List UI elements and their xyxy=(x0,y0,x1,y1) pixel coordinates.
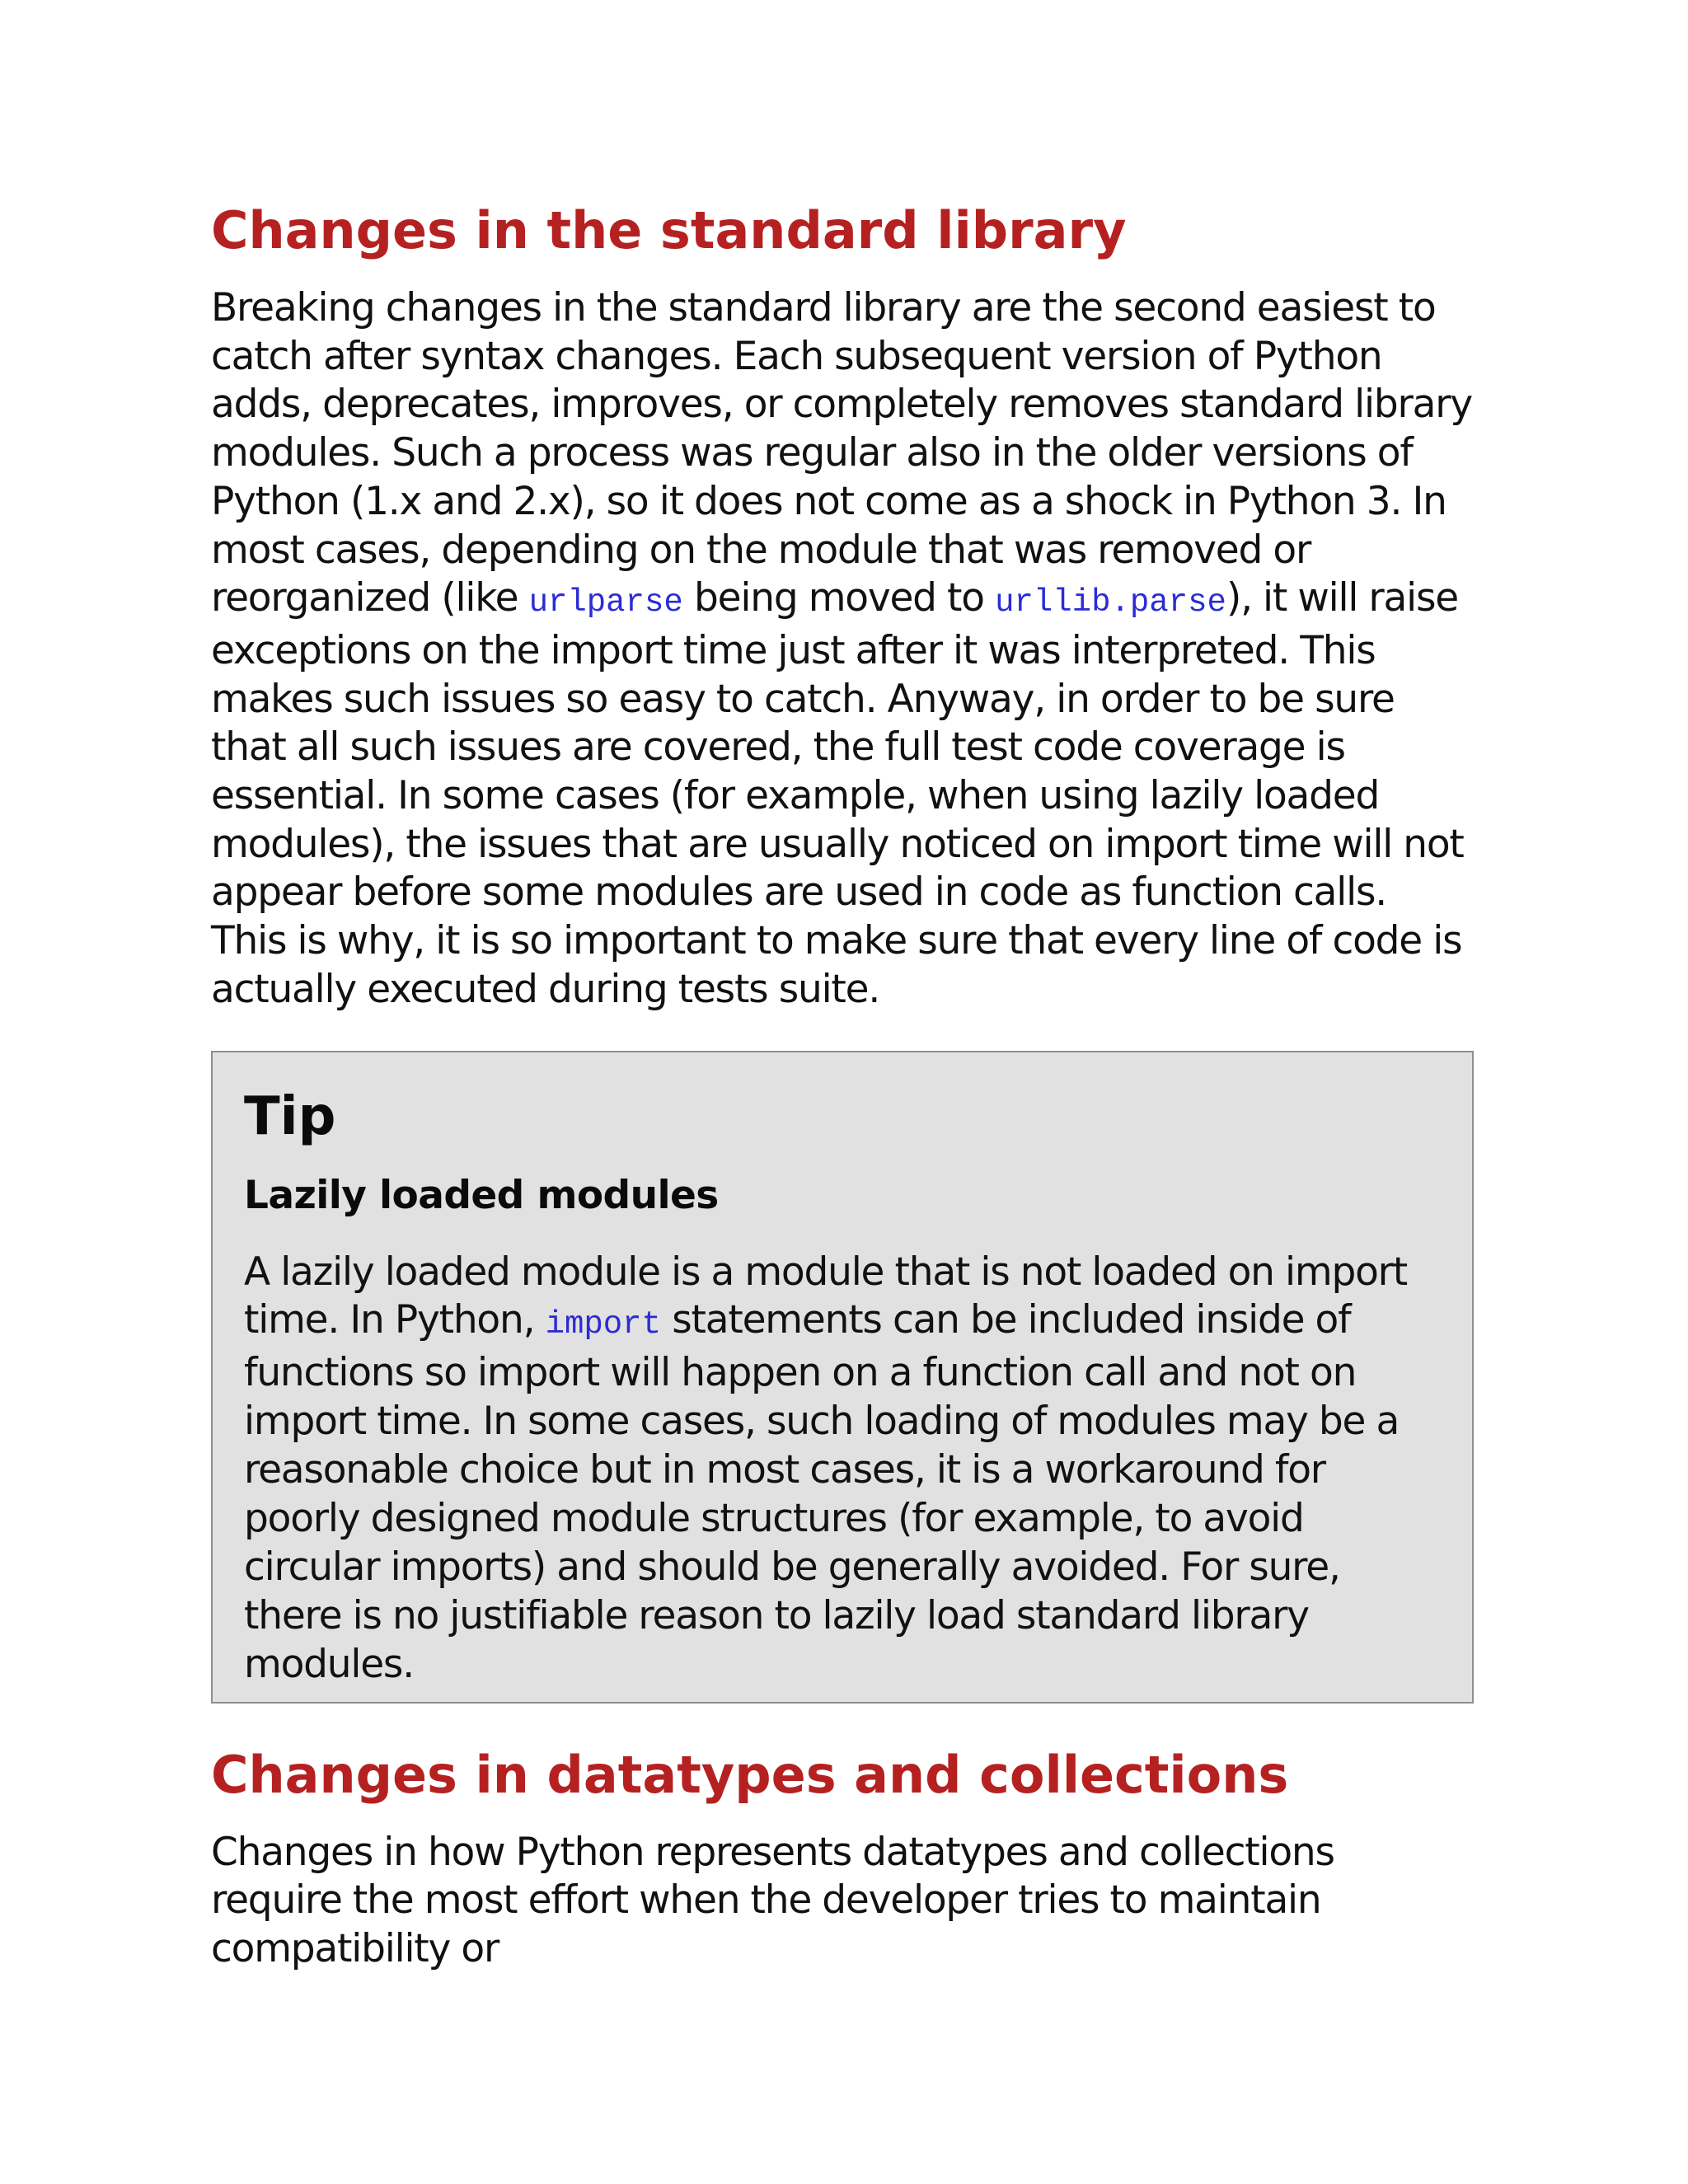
section-datatypes xyxy=(211,1738,1472,1974)
paragraph-standard-library xyxy=(211,284,1472,1015)
text-run: statements can be included inside of functions so import will happen on a function call and not on import time. In some cases, such loading of modules may be a reasonable choice but in most cases, it is a workaround for poorly designed module structures (for example, to avoid circular imports) and should be generally avoided. For sure, there is no justifiable reason to lazily load standard library modules. xyxy=(244,1297,1400,1687)
inline-code-urllib-parse: urllib.parse xyxy=(995,584,1226,621)
tip-paragraph xyxy=(244,1249,1442,1690)
inline-code-import: import xyxy=(545,1306,661,1343)
paragraph-datatypes: Changes in how Python represents datatypes and collections require the most effort when the developer tries to maintain compatibility or xyxy=(211,1829,1334,1971)
text-run: being moved to xyxy=(682,575,996,621)
tip-subtitle: Lazily loaded modules xyxy=(244,1172,719,1218)
page-content xyxy=(211,194,1472,1974)
text-run: ), it will raise exceptions on the import time just after it was interpreted. This makes such issues so easy to catch. Anyway, in order to be sure that all such issues are covered, the full test code coverage is essential. In some cases (for example, when using lazily loaded modules), the issues that are usually noticed on import time will not appear before some modules are used in code as function calls. This is why, it is so important to make sure that every line of code is actually executed during tests suite. xyxy=(211,575,1464,1012)
tip-box xyxy=(211,1051,1474,1704)
tip-title: Tip xyxy=(244,1085,336,1147)
text-run: A lazily loaded module is a module that is not loaded on import time. In Python, xyxy=(244,1249,1407,1343)
text-run: Breaking changes in the standard library are the second easiest to catch after syntax changes. Each subsequent version of Python adds, deprecates, improves, or completely removes standard library modules. Such a process was regular also in the older versions of Python (1.x and 2.x), so it does not come as a shock in Python 3. In most cases, depending on the module that was removed or reorganized (like xyxy=(211,285,1472,621)
section-title-standard-library: Changes in the standard library xyxy=(211,200,1127,260)
inline-code-urlparse: urlparse xyxy=(528,584,683,621)
section-title-datatypes: Changes in datatypes and collections xyxy=(211,1744,1289,1805)
